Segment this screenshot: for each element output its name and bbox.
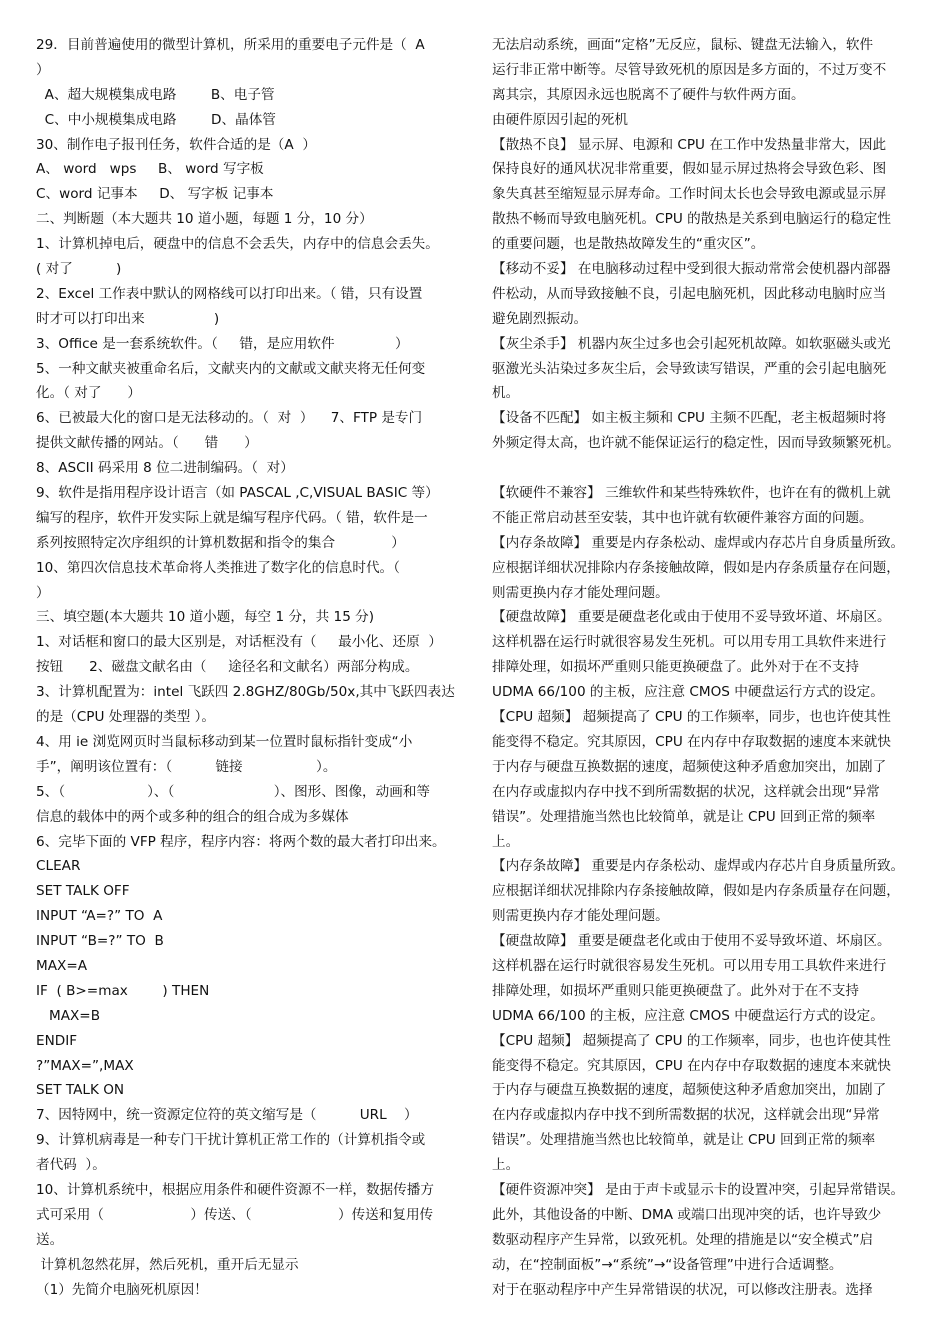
left-column-line: 9、软件是指用程序设计语言（如 PASCAL ,C,VISUAL BASIC 等） (36, 485, 439, 502)
right-column-line: 【移动不妥】 在电脑移动过程中受到很大振动常常会使机器内部器 (492, 261, 891, 278)
right-column-line: 无法启动系统，画面“定格”无反应，鼠标、键盘无法输入，软件 (492, 37, 874, 53)
right-column-line: 动，在“控制面板”→“系统”→“设备管理”中进行合适调整。 (492, 1256, 843, 1273)
right-column-line: 上。 (492, 833, 520, 850)
right-column-line: 离其宗，其原因永远也脱离不了硬件与软件两方面。 (492, 86, 805, 103)
left-column-line: 8、ASCII 码采用 8 位二进制编码。（ 对） (36, 460, 294, 477)
right-column-line: 这样机器在运行时就很容易发生死机。可以用专用工具软件来进行 (492, 634, 887, 651)
right-column-line: 于内存与硬盘互换数据的速度，超频使这种矛盾愈加突出，加剧了 (492, 758, 887, 775)
right-column-line: 则需更换内存才能处理问题。 (492, 908, 669, 925)
left-column-line: 3、计算机配置为：intel 飞跃四 2.8GHZ/80Gb/50x,其中飞跃四表达 (36, 684, 455, 701)
left-column-line: 化。（ 对了 ） (36, 385, 142, 402)
left-column-line: 6、已被最大化的窗口是无法移动的。（ 对 ） 7、FTP 是专门 (36, 410, 423, 427)
right-column-line: 于内存与硬盘互换数据的速度，超频使这种矛盾愈加突出，加剧了 (492, 1082, 887, 1099)
left-column-line: 送。 (36, 1231, 64, 1248)
left-column-line: MAX=B (36, 1007, 101, 1024)
right-column-line: 【硬盘故障】 重要是硬盘老化或由于使用不妥导致坏道、坏扇区。 (492, 609, 891, 626)
left-column-line: INPUT “A=?” TO A (36, 908, 163, 925)
left-column-line: 29．目前普遍使用的微型计算机，所采用的重要电子元件是（ A (36, 37, 425, 53)
left-column-line: 7、因特网中，统一资源定位符的英文缩写是（ URL ） (36, 1107, 418, 1124)
left-column-line: 30、制作电子报刊任务，软件合适的是（A ） (36, 136, 316, 153)
right-column-line: UDMA 66/100 的主板，应注意 CMOS 中硬盘运行方式的设定。 (492, 684, 884, 701)
left-column-line: C、中小规模集成电路 D、晶体管 (36, 111, 276, 128)
left-column-line: ?”MAX=”,MAX (36, 1057, 134, 1074)
right-column-line: 错误”。处理措施当然也比较简单，就是让 CPU 回到正常的频率 (492, 1132, 876, 1149)
left-column-line: 的是（CPU 处理器的类型 ）。 (36, 709, 216, 726)
left-column-line: 9、计算机病毒是一种专门干扰计算机正常工作的（计算机指令或 (36, 1132, 426, 1149)
right-column (492, 33, 924, 1302)
left-column (36, 33, 466, 1302)
right-column-line: 象失真甚至缩短显示屏寿命。工作时间太长也会导致电源或显示屏 (492, 186, 887, 203)
left-column-line: 信息的载体中的两个或多种的组合的组合成为多媒体 (36, 808, 349, 825)
left-column-line: SET TALK OFF (36, 883, 130, 900)
left-column-line: IF ( B>=max ) THEN (36, 982, 210, 999)
right-column-line: 机。 (492, 385, 520, 402)
left-column-line: 系列按照特定次序组织的计算机数据和指令的集合 ） (36, 534, 405, 551)
right-column-line: 【内存条故障】 重要是内存条松动、虚焊或内存芯片自身质量所致。 (492, 858, 905, 875)
left-column-line: 4、用 ie 浏览网页时当鼠标移动到某一位置时鼠标指针变成“小 (36, 733, 413, 750)
right-column-line: 应根据详细状况排除内存条接触故障，假如是内存条质量存在问题， (492, 559, 900, 576)
left-column-line: A、超大规模集成电路 B、电子管 (36, 86, 275, 103)
left-column-line: 3、Office 是一套系统软件。（ 错，是应用软件 ） (36, 335, 409, 352)
right-column-line: 能变得不稳定。究其原因，CPU 在内存中存取数据的速度本来就快 (492, 733, 891, 750)
left-column-line: （1）先简介电脑死机原因！ (36, 1281, 208, 1298)
left-column-line: 编写的程序，软件开发实际上就是编写程序代码。（ 错，软件是一 (36, 509, 428, 526)
left-column-line: 1、计算机掉电后，硬盘中的信息不会丢失，内存中的信息会丢失。 (36, 236, 439, 253)
right-column-line: 应根据详细状况排除内存条接触故障，假如是内存条质量存在问题， (492, 883, 900, 900)
right-column-line: 【硬件资源冲突】 是由于声卡或显示卡的设置冲突，引起异常错误。 (492, 1181, 905, 1198)
left-column-line: 式可采用（ ）传送、（ ）传送和复用传 (36, 1206, 434, 1223)
right-column-line: 此外，其他设备的中断、DMA 或端口出现冲突的话，也许导致少 (492, 1206, 882, 1223)
right-column-line: 则需更换内存才能处理问题。 (492, 584, 669, 601)
left-column-line: 5、（ ）、（ ）、图形、图像，动画和等 (36, 783, 431, 800)
left-column-line: INPUT “B=?” TO B (36, 933, 164, 950)
right-column-line: 上。 (492, 1157, 520, 1174)
right-column-line: 避免剧烈振动。 (492, 310, 588, 327)
right-column-line: 这样机器在运行时就很容易发生死机。可以用专用工具软件来进行 (492, 957, 887, 974)
left-column-line: 5、一种文献夹被重命名后，文献夹内的文献或文献夹将无任何变 (36, 360, 426, 377)
right-column-line: UDMA 66/100 的主板，应注意 CMOS 中硬盘运行方式的设定。 (492, 1007, 884, 1024)
right-column-line: 【散热不良】 显示屏、电源和 CPU 在工作中发热量非常大，因此 (492, 136, 887, 153)
right-column-line: 不能正常启动甚至安装，其中也许就有软硬件兼容方面的问题。 (492, 509, 873, 526)
right-column-line: 运行非正常中断等。尽管导致死机的原因是多方面的，不过万变不 (492, 61, 887, 78)
left-column-line: SET TALK ON (36, 1082, 125, 1099)
left-column-line: 6、完毕下面的 VFP 程序，程序内容：将两个数的最大者打印出来。 (36, 833, 446, 850)
left-column-line: 者代码 ）。 (36, 1157, 106, 1174)
right-column-line: 对于在驱动程序中产生异常错误的状况，可以修改注册表。选择 (492, 1281, 873, 1298)
right-column-line: 【CPU 超频】 超频提高了 CPU 的工作频率，同步，也也许使其性 (492, 1032, 891, 1049)
right-column-line: 排障处理，如损坏严重则只能更换硬盘了。此外对于在不支持 (492, 982, 860, 999)
right-column-line: 件松动，从而导致接触不良，引起电脑死机，因此移动电脑时应当 (492, 285, 887, 302)
right-column-line: 错误”。处理措施当然也比较简单，就是让 CPU 回到正常的频率 (492, 808, 876, 825)
right-column-line: 【CPU 超频】 超频提高了 CPU 的工作频率，同步，也也许使其性 (492, 709, 891, 726)
right-column-line: 保持良好的通风状况非常重要，假如显示屏过热将会导致色彩、图 (492, 161, 887, 178)
left-column-line: C、word 记事本 D、 写字板 记事本 (36, 186, 274, 203)
left-column-line: 按钮 2、磁盘文献名由（ 途径名和文献名）两部分构成。 (36, 659, 419, 676)
right-column-line: 由硬件原因引起的死机 (492, 111, 628, 128)
right-column-line: 【灰尘杀手】 机器内灰尘过多也会引起死机故障。如软驱磁头或光 (492, 335, 891, 352)
right-column-line: 能变得不稳定。究其原因，CPU 在内存中存取数据的速度本来就快 (492, 1057, 891, 1074)
right-column-line: 驱激光头沾染过多灰尘后，会导致读写错误，严重的会引起电脑死 (492, 360, 887, 377)
left-column-line: MAX=A (36, 957, 88, 974)
right-column-line: 的重要问题，也是散热故障发生的“重灾区”。 (492, 236, 765, 253)
right-column-line: 外频定得太高，也许就不能保证运行的稳定性，因而导致频繁死机。 (492, 435, 900, 452)
left-column-line: 1、对话框和窗口的最大区别是，对话框没有（ 最小化、还原 ） (36, 634, 442, 651)
left-column-line: 二、判断题（本大题共 10 道小题，每题 1 分，10 分） (36, 211, 373, 228)
right-column-line: 散热不畅而导致电脑死机。CPU 的散热是关系到电脑运行的稳定性 (492, 211, 891, 228)
left-column-line: 计算机忽然花屏，然后死机，重开后无显示 (36, 1256, 299, 1273)
right-column-line: 数驱动程序产生异常，以致死机。处理的措施是以“安全模式”启 (492, 1231, 874, 1248)
left-column-line: 提供文献传播的网站。（ 错 ） (36, 435, 258, 452)
right-column-line (492, 456, 924, 481)
right-column-line: 【设备不匹配】 如主板主频和 CPU 主频不匹配，老主板超频时将 (492, 410, 887, 427)
right-column-line: 在内存或虚拟内存中找不到所需数据的状况，这样就会出现“异常 (492, 783, 880, 800)
left-column-line: CLEAR (36, 858, 81, 875)
left-column-line: 10、第四次信息技术革命将人类推进了数字化的信息时代。（ (36, 559, 400, 576)
right-column-line: 排障处理，如损坏严重则只能更换硬盘了。此外对于在不支持 (492, 659, 860, 676)
left-column-line: 2、Excel 工作表中默认的网格线可以打印出来。（ 错，只有设置 (36, 285, 423, 302)
right-column-line: 【内存条故障】 重要是内存条松动、虚焊或内存芯片自身质量所致。 (492, 534, 905, 551)
left-column-line: 三、填空题(本大题共 10 道小题，每空 1 分，共 15 分) (36, 609, 375, 626)
left-column-line: 10、计算机系统中，根据应用条件和硬件资源不一样，数据传播方 (36, 1181, 434, 1198)
left-column-line: ） (36, 61, 50, 78)
left-column-line: ENDIF (36, 1032, 78, 1049)
right-column-line: 【硬盘故障】 重要是硬盘老化或由于使用不妥导致坏道、坏扇区。 (492, 933, 891, 950)
left-column-line: ( 对了 ) (36, 261, 122, 278)
right-column-line: 在内存或虚拟内存中找不到所需数据的状况，这样就会出现“异常 (492, 1107, 880, 1124)
left-column-line: A、 word wps B、 word 写字板 (36, 161, 264, 178)
left-column-line: ） (36, 584, 50, 601)
left-column-line: 手”，阐明该位置有：（ 链接 ）。 (36, 758, 337, 775)
left-column-line: 时才可以打印出来 ) (36, 310, 220, 327)
right-column-line: 【软硬件不兼容】 三维软件和某些特殊软件，也许在有的微机上就 (492, 485, 891, 502)
